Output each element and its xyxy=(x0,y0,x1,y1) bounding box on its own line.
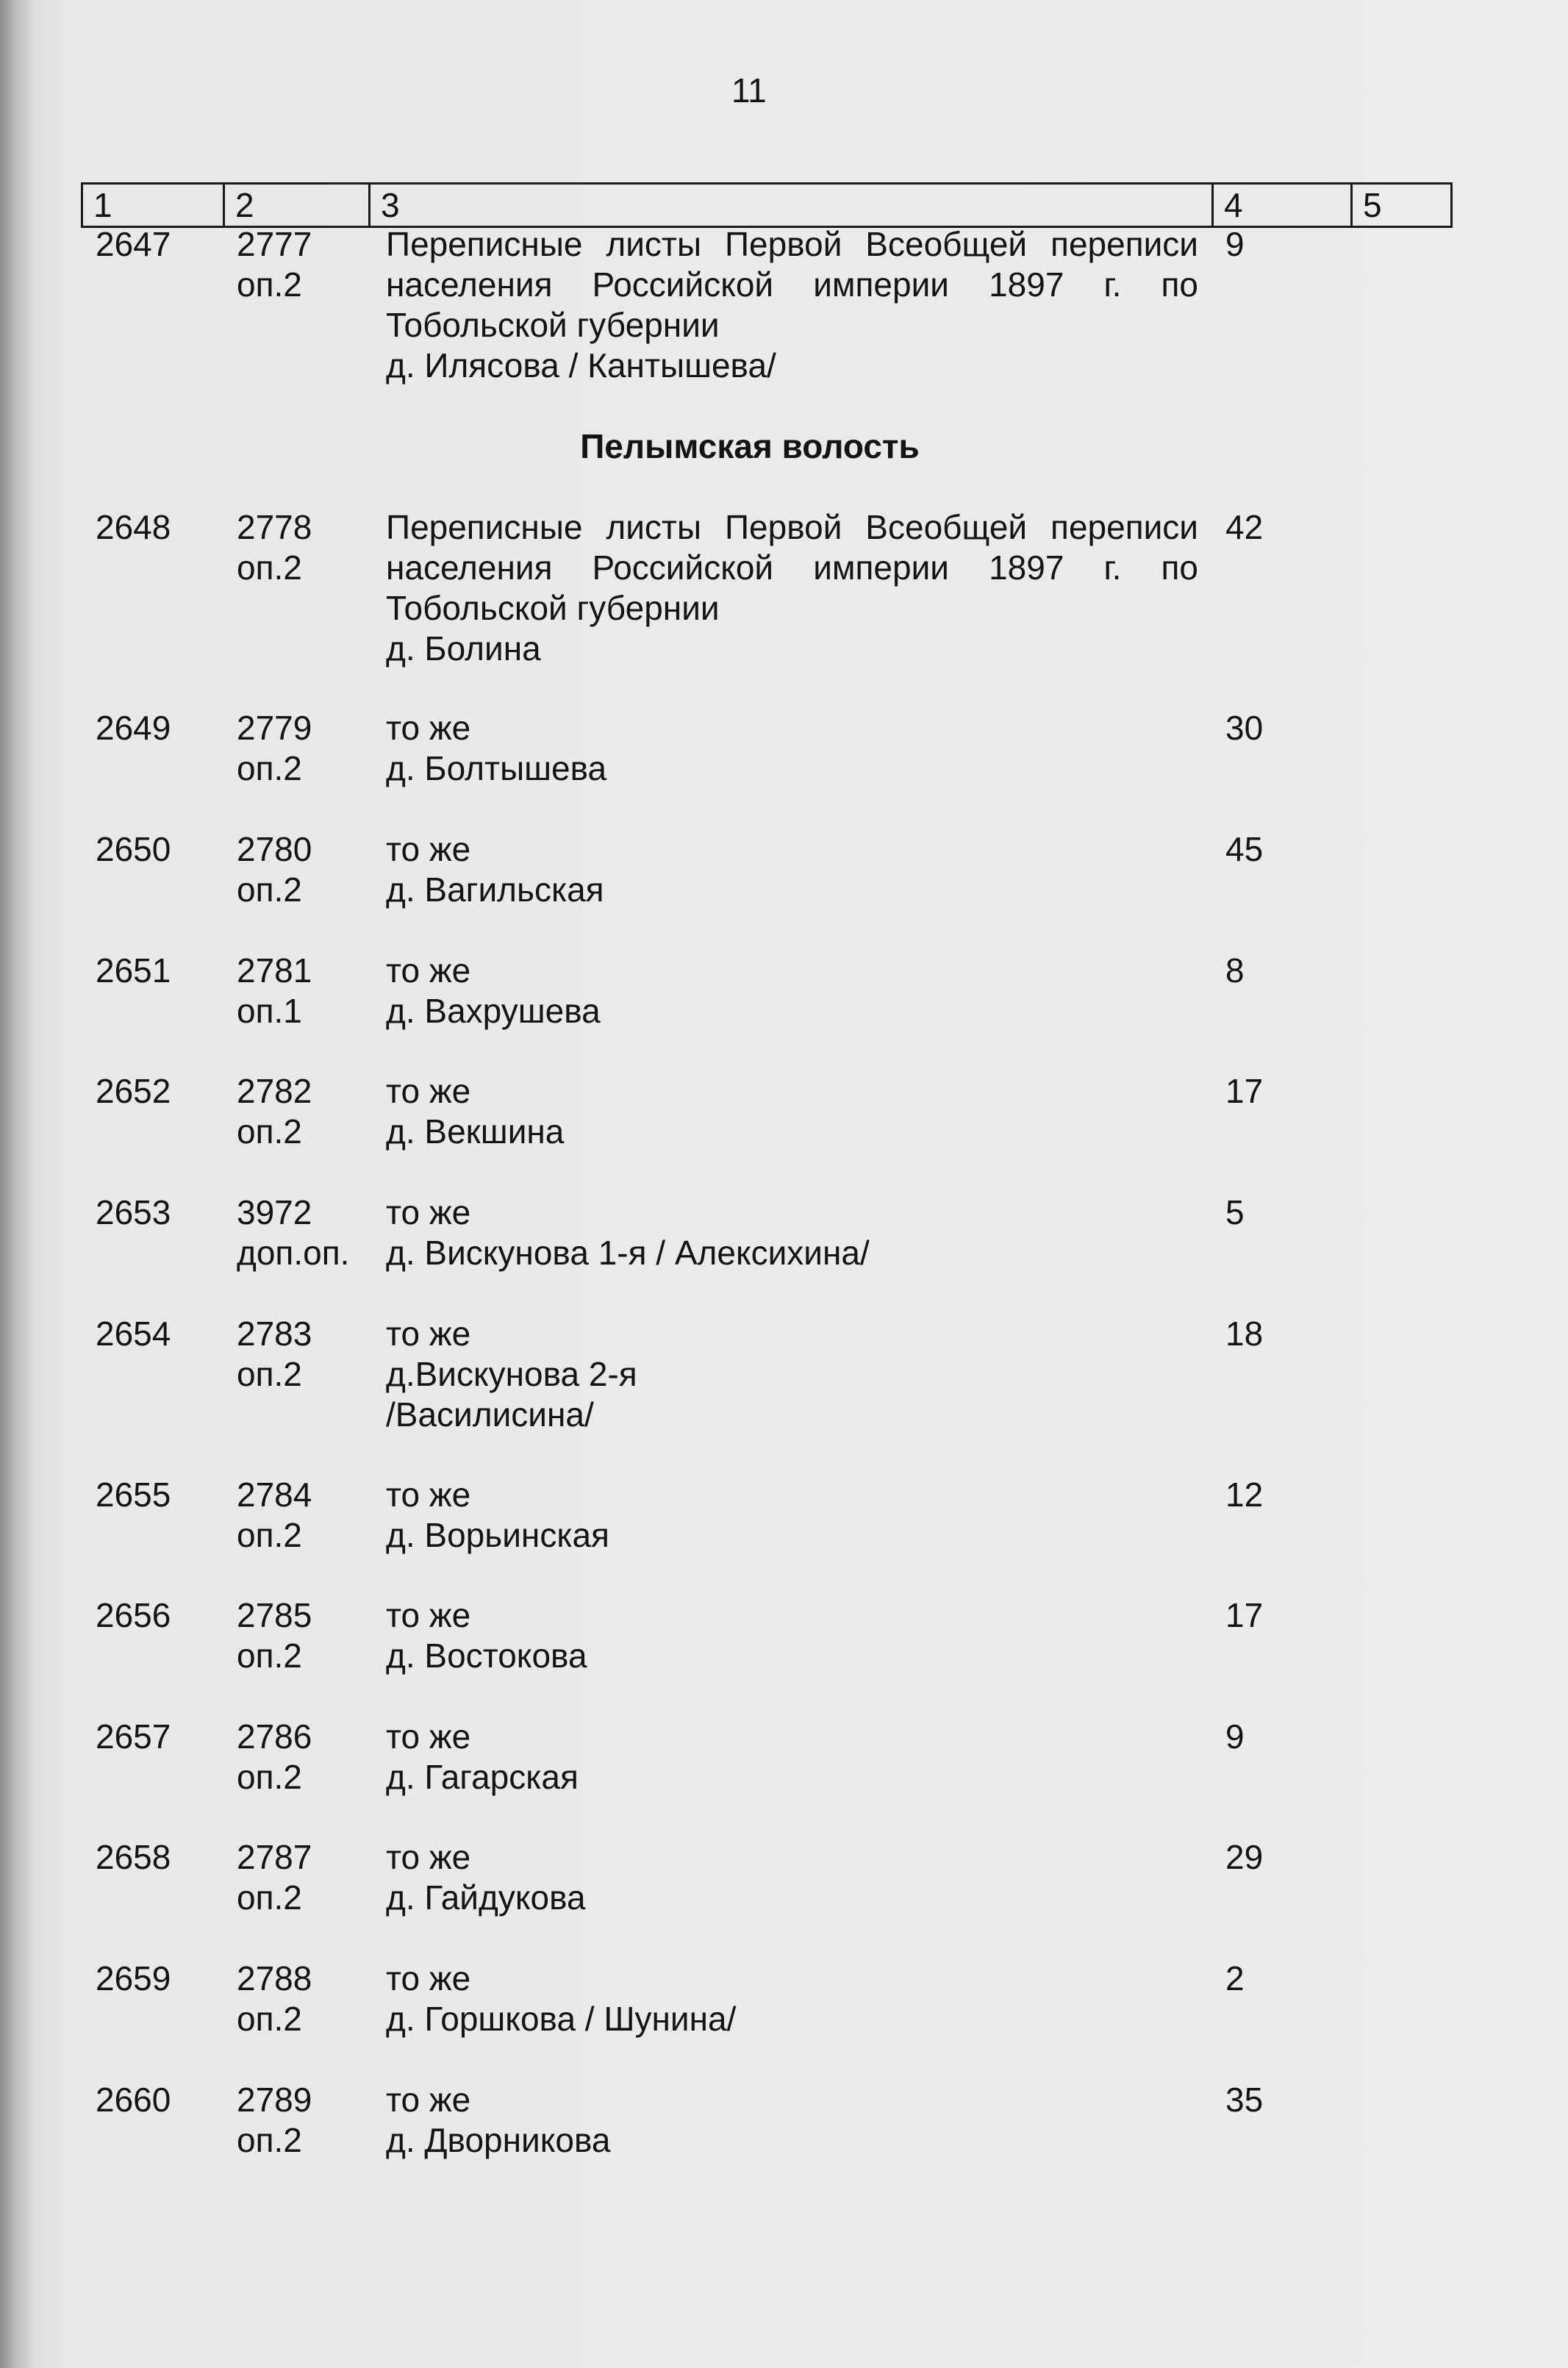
entry-description-line: д. Вагильская xyxy=(386,870,604,909)
entry-number: 2648 xyxy=(96,508,171,546)
entry-count: 35 xyxy=(1225,2081,1264,2119)
entry-inventory: оп.2 xyxy=(237,749,302,787)
entry-fond: 2777 xyxy=(237,225,312,263)
entry-description-line: д. Ворьинская xyxy=(386,1516,609,1554)
entry-description-line: то же xyxy=(386,830,471,868)
entry-description-line: то же xyxy=(386,709,471,747)
entry-number: 2649 xyxy=(96,709,171,747)
entry-fond: 2782 xyxy=(237,1072,312,1110)
entry-description-line: д. Горшкова / Шунина/ xyxy=(386,2000,737,2038)
entry-description-line: д. Дворникова xyxy=(386,2121,611,2159)
header-col-4: 4 xyxy=(1214,185,1353,226)
entry-number: 2659 xyxy=(96,1959,171,1997)
entry-number: 2652 xyxy=(96,1072,171,1110)
entry-fond: 2784 xyxy=(237,1475,312,1514)
entry-count: 17 xyxy=(1225,1072,1264,1110)
entry-description-line: то же xyxy=(386,2081,471,2119)
entry-inventory: оп.2 xyxy=(237,1878,302,1917)
table-header-row xyxy=(81,182,1453,228)
entry-description-line: то же xyxy=(386,1314,471,1353)
header-col-1: 1 xyxy=(83,185,225,226)
entry-description-line: д. Востокова xyxy=(386,1637,587,1675)
entry-fond: 2786 xyxy=(237,1717,312,1756)
entry-fond: 2780 xyxy=(237,830,312,868)
entry-description-line: Тобольской губернии xyxy=(386,306,720,344)
entry-description-line: д. Гайдукова xyxy=(386,1878,586,1917)
entry-number: 2653 xyxy=(96,1193,171,1231)
entry-inventory: оп.2 xyxy=(237,548,302,587)
entry-description-line: д. Болтышева xyxy=(386,749,607,787)
entry-description-line: то же xyxy=(386,1959,471,1997)
entry-description-line: населения Российской империи 1897 г. по xyxy=(386,265,1198,304)
entry-inventory: оп.2 xyxy=(237,1758,302,1796)
entry-count: 45 xyxy=(1225,830,1264,868)
entry-number: 2656 xyxy=(96,1596,171,1634)
entry-description-line: то же xyxy=(386,1717,471,1756)
entry-description-line: то же xyxy=(386,1596,471,1634)
entry-count: 8 xyxy=(1225,951,1245,990)
entry-description-line: то же xyxy=(386,1838,471,1876)
entry-inventory: оп.2 xyxy=(237,870,302,909)
entry-number: 2647 xyxy=(96,225,171,263)
entry-count: 29 xyxy=(1225,1838,1264,1876)
entry-inventory: оп.2 xyxy=(237,1355,302,1393)
entry-fond: 2787 xyxy=(237,1838,312,1876)
entry-inventory: доп.оп. xyxy=(237,1234,350,1272)
entry-inventory: оп.2 xyxy=(237,1516,302,1554)
entry-count: 17 xyxy=(1225,1596,1264,1634)
entry-count: 9 xyxy=(1225,1717,1245,1756)
entry-description-line: населения Российской империи 1897 г. по xyxy=(386,548,1198,587)
entry-number: 2650 xyxy=(96,830,171,868)
entry-inventory: оп.2 xyxy=(237,2000,302,2038)
entry-description-line: то же xyxy=(386,1193,471,1231)
entry-description-line: д. Вахрушева xyxy=(386,992,601,1030)
entry-description-line: д. Болина xyxy=(386,629,541,668)
entry-description-line: то же xyxy=(386,1475,471,1514)
header-col-3: 3 xyxy=(370,185,1214,226)
entry-inventory: оп.2 xyxy=(237,1637,302,1675)
entry-count: 18 xyxy=(1225,1314,1264,1353)
entry-count: 42 xyxy=(1225,508,1264,546)
entry-description-line: д. Векшина xyxy=(386,1112,565,1151)
entry-fond: 2781 xyxy=(237,951,312,990)
entry-count: 30 xyxy=(1225,709,1264,747)
entry-inventory: оп.2 xyxy=(237,265,302,304)
entry-number: 2655 xyxy=(96,1475,171,1514)
entry-inventory: оп.1 xyxy=(237,992,302,1030)
entry-count: 5 xyxy=(1225,1193,1245,1231)
entry-description-line: то же xyxy=(386,951,471,990)
entry-count: 2 xyxy=(1225,1959,1245,1997)
entry-description-line: Тобольской губернии xyxy=(386,589,720,627)
entry-number: 2658 xyxy=(96,1838,171,1876)
page-number: 11 xyxy=(731,71,767,110)
entry-description-line: то же xyxy=(386,1072,471,1110)
entry-description-line: /Василисина/ xyxy=(386,1395,594,1434)
entry-fond: 2779 xyxy=(237,709,312,747)
entry-fond: 3972 xyxy=(237,1193,312,1231)
section-heading: Пелымская волость xyxy=(580,427,920,465)
entry-description-line: Переписные листы Первой Всеобщей переписи xyxy=(386,225,1198,263)
entry-fond: 2788 xyxy=(237,1959,312,1997)
header-col-5: 5 xyxy=(1363,186,1382,224)
entry-fond: 2783 xyxy=(237,1314,312,1353)
entry-description-line: д. Гагарская xyxy=(386,1758,579,1796)
entry-number: 2660 xyxy=(96,2081,171,2119)
entry-number: 2657 xyxy=(96,1717,171,1756)
entry-number: 2651 xyxy=(96,951,171,990)
header-col-2: 2 xyxy=(225,185,370,226)
entry-number: 2654 xyxy=(96,1314,171,1353)
entry-description-line: д. Илясова / Кантышева/ xyxy=(386,346,776,384)
entry-description-line: Переписные листы Первой Всеобщей переписи xyxy=(386,508,1198,546)
entry-description-line: д.Вискунова 2-я xyxy=(386,1355,637,1393)
entry-description-line: д. Вискунова 1-я / Алексихина/ xyxy=(386,1234,870,1272)
entry-fond: 2778 xyxy=(237,508,312,546)
entry-fond: 2789 xyxy=(237,2081,312,2119)
entry-inventory: оп.2 xyxy=(237,2121,302,2159)
entry-count: 12 xyxy=(1225,1475,1264,1514)
entry-fond: 2785 xyxy=(237,1596,312,1634)
entry-inventory: оп.2 xyxy=(237,1112,302,1151)
entry-count: 9 xyxy=(1225,225,1245,263)
